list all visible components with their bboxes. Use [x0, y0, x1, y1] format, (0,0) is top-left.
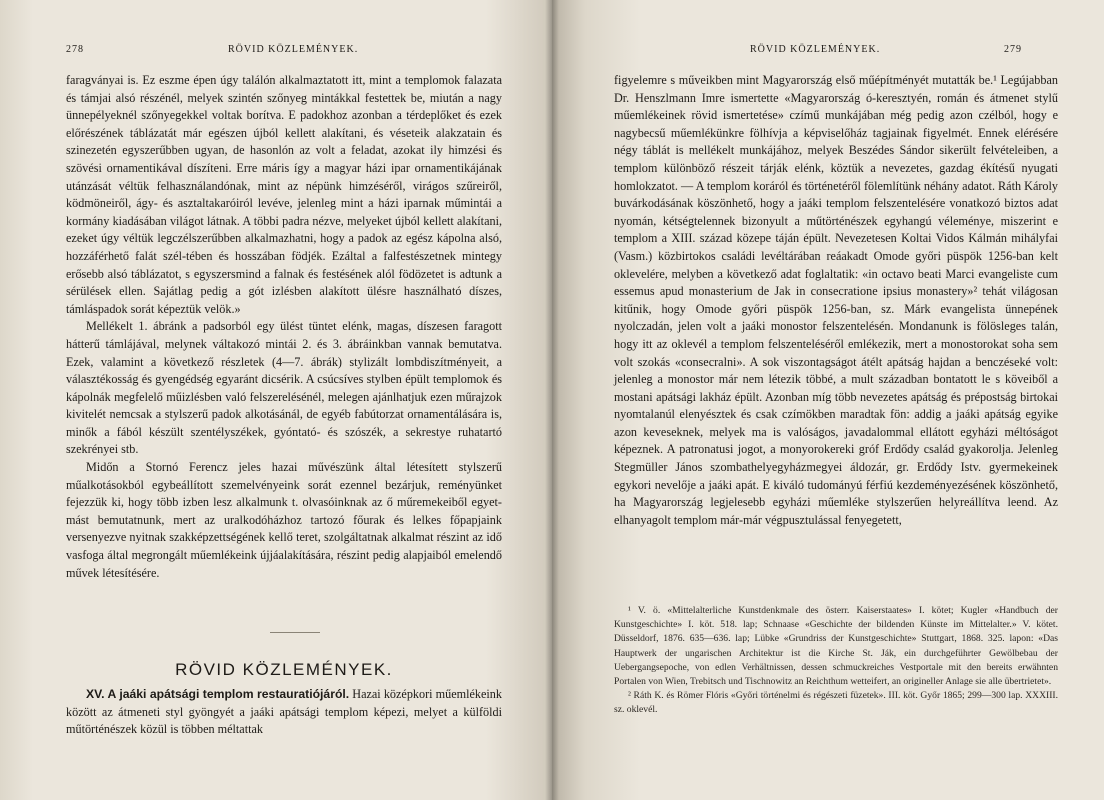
right-page	[552, 0, 1104, 800]
paragraph: Mellékelt 1. ábránk a padsorból egy ülést tüntet elénk, magas, díszesen faragott hátterű támlájával, melynek váltakozó mintái 2. és 3. ábráinkban vannak bemutatva. Ezek, valamint a következő részletek (4—7. ábrák) stylizált lombdiszítményeit, a választékosság és gyengédség egyaránt dicsérik. A csúcsíves stylben épült templomok és kápolnák megfelelő műizlésben való felszerelésénél, melegen ajánlhatjuk ezen műrajzok kivitelét nemcsak a stylszerű padok alkotásánál, de egyéb fabútorzat ornamentálására is, minők a fából készült szentélyszékek, gyóntató- és szószék, a sekrestye ruhatartó szekrényei stb.	[66, 319, 502, 457]
paragraph: Midőn a Stornó Ferencz jeles hazai művészünk által létesített stylszerű műalkotásokból egybeállított szemelvényeink sorát ezennel bezárjuk, reményünket fejezzük ki, hogy több izben lesz alkalmunk t. olvasóinknak az ő műremekeiből egyet-mást bemutatnunk, mert az uralkodóházhoz tartozó főurak és lelkes főpapjaink versenyezve nyitnak szakképzettségének kellő teret, szolgáltatnak alkalmat részint az idő vasfoga által megrongált műemlékeink újjáalakítására, részint pedig alapjaiból emelendő művek létesítésére.	[66, 460, 502, 580]
section-divider	[270, 632, 320, 633]
running-head-title: RÖVID KÖZLEMÉNYEK.	[750, 44, 881, 55]
section-title: RÖVID KÖZLEMÉNYEK.	[175, 660, 393, 679]
paragraph: faragványai is. Ez eszme épen úgy találón alkalmaztatott itt, mint a templomok falazata és támjai alsó részénél, melyek szintén szőnyeg mintákkal festettek be, miután a nagy ünnepélyeknél szőnyegekkel voltak borítva. E padokhoz azonban a térdeplőket és ezek előrészének táblázatát már egészen újból kellett alakítani, és véseteik alakzatain és szinezetén egyszerűbben ugyan, de hasonlón az volt a feladat, azokat ily himzési és szövési ornamentikával díszíteni. Erre máris így a magyar házi ipar ornamentikájának utánzását véltük felhasználandónak, mint az népünk himzéséről, virágos szűreiről, ködmöneiről, ágy- és asztaltakaróiról levéve, jelenleg mint a házi iparnak műmintái a kormány kiadásában világot látnak. A többi padra nézve, melyeket újból kellett alakítani, ezeket úgy véltük legczélszerűbben alkalmazhatni, hogy a padok az egész kápolna alsó, hozzáférhető falát szél-tében és hosszában födjék. Ezáltal a falfestészetnek mintegy erősebb alsó táblázatot, s egyszersmind a falnak és festésének alól födözetet is adtunk a sérülések ellen. Sajátlag pedig a gót izlésben alakított ülésre használható díszes, támláspadok sorát képeztük velök.»	[66, 73, 502, 316]
article-text: Hazai középkori műemlékeink között az átmeneti styl gyöngyét a jaáki apátsági templom képezi, melyet a külföldi műtörténészek közül is többen méltattak	[66, 687, 502, 737]
article-heading: XV. A jaáki apátsági templom restauratiójáról.	[86, 687, 350, 701]
article-opening	[66, 686, 502, 739]
page-number: 278	[66, 44, 84, 55]
paragraph: figyelemre s műveikben mint Magyarország első műépítményét mutatták be.¹ Legújabban Dr. Henszlmann Imre ismertette «Magyarország ó-keresztyén, román és átmenet stylű műemlékeinek rövid ismertetése» czímű munkájában még pedig azon czélból, hogy e nagybecsű műemlékünkre fölhívja a képviselőház tagjainak figyelmét. Ennek elérésére négy táblát is mellékelt munkájához, melyek Beszédes Sándor sikerült felvételeiben, a templom különböző részeit tárják elénk, köztük a nevezetes, gazdag ékítésű nyugati homlokzatot. — A templom koráról és történetéről fölemlítünk néhány adatot. Ráth Károly buvárkodásának köszönhető, hogy a jaáki templom felszentelésére vonatkozó biztos adat nyomán, kétségtelennek bizonyult a műtörténészek egyhangú véleménye, miszerint e templom a XIII. század közepe táján épült. Nevezetesen Koltai Vidos Kálmán mihályfai (Vasm.) közbirtokos családi levéltárában reáakadt Omode győri püspök 1256-ban kelt oklevelére, melyben a következő adat foglaltatik: «in octavo beati Marci evangeliste cum essemus apud monasterium de Jak in consecratione ipsius monastery»² tehát világosan kitűnik, hogy Omode győri püspök 1256-ban, sz. Márk evangelista ünnepének nyolczadán, jelen volt a jaáki monostor felszentelésén. Mondanunk is fölösleges talán, hogy itt az oklevél a templom felszenteléséről emlékezik, mert a monostorokat soha sem volt szokás «consecralni». A sok viszontagságot átélt apátság hajdan a benczéseké volt: jelenleg a monostor már nem létezik többé, a mult században bontatott le s köveiből a mostani apátsági lakház épült. Azonban míg több nevezetes apátság és prépostság birtokai nyomtalanúl elenyésztek és csak czímökben maradtak fön: addig a jaáki apátság egyike azon keveseknek, melyek ma is valóságos, javadalommal ellátott egyházi méltóságot képeznek. A patronatusi jogot, a monyorokereki gróf Erdődy család gyakorolja. Jelenleg Stegmüller János szombathelyegyházmegyei áldozár, gr. Erdődy Istv. gyermekeinek egykori nevelője a jaáki apát. E kiváló tudományú férfiú kezdeményezésének köszönhető, ha Magyarország legjelesebb egyházi műemléke stylszerűen helyreállítva leend. Az elhanyagolt templom már-már végpusztulással fenyegetett,	[614, 73, 1058, 527]
body-text	[614, 72, 1058, 529]
running-head-title: RÖVID KÖZLEMÉNYEK.	[228, 44, 359, 55]
page-number: 279	[1004, 44, 1022, 55]
footnote: ² Ráth K. és Römer Flóris «Győri történelmi és régészeti füzetek». III. köt. Győr 1865; 299—300 lap. XXXIII. sz. oklevél.	[614, 690, 1058, 716]
body-text	[66, 72, 502, 582]
book-gutter	[545, 0, 559, 800]
footnote: ¹ V. ö. «Mittelalterliche Kunstdenkmale des österr. Kaiserstaates» I. kötet; Kugler «Handbuch der Kunstgeschichte» I. köt. 518. lap; Schnaase «Geschichte der bildenden Künste im Mittelalter.» V. kötet. Düsseldorf, 1876. 635—636. lap; Lübke «Grundriss der Kunstgeschichte» Stuttgart, 1868. 325. lapon: «Das Hauptwerk der ungarischen Architektur ist die Kirche St. Ják, ein durchgeführter Gewölbebau der Uebergangsepoche, von edlen Verhältnissen, dessen schmuckreiches Vestportale mit den bereits erwähnten Portalen von Wien, Trebitsch und Tischnowitz an Reichthum wetteifert, an origineller Anlage sie alle übertrietet».	[614, 605, 1058, 688]
footnotes	[614, 604, 1058, 718]
